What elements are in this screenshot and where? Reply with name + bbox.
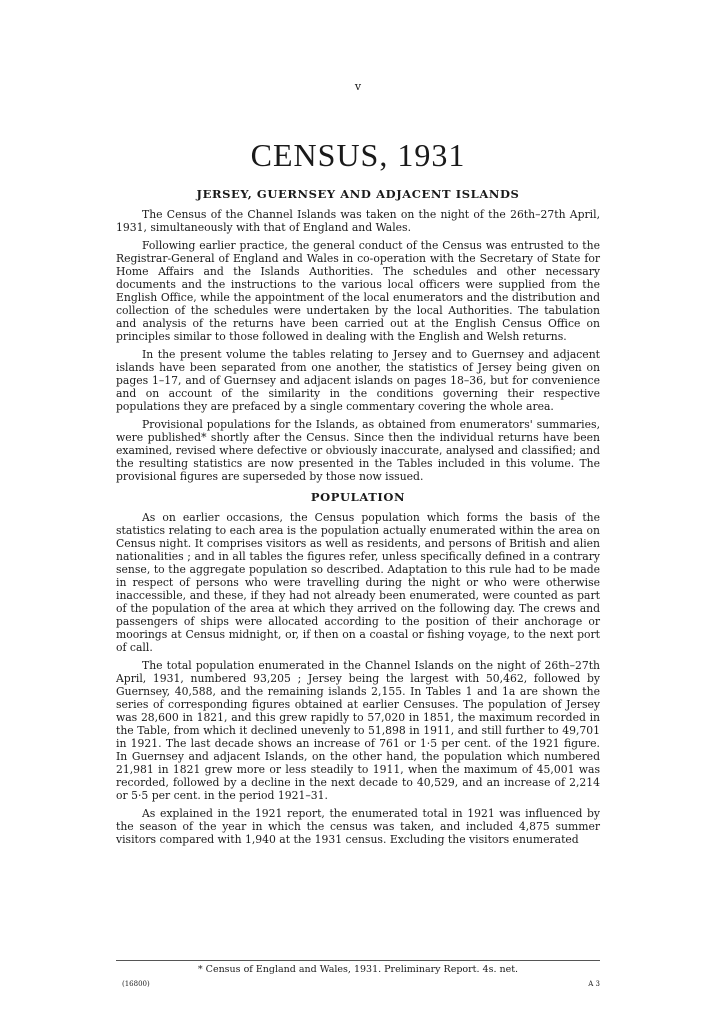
footnote-divider	[116, 960, 600, 961]
paragraph: The Census of the Channel Islands was taken on the night of the 26th–27th April, 1931, simultaneously with that of England and Wales.	[116, 208, 600, 234]
paragraph: In the present volume the tables relating to Jersey and to Guernsey and adjacent islands have been separated from one another, the statistics of Jersey being given on pages 1–17, and of Guernsey and adjacent islands on pages 18–36, but for convenience and on account of the similarity in the conditions governing their respective populations they are prefaced by a single commentary covering the whole area.	[116, 348, 600, 413]
page-subtitle: JERSEY, GUERNSEY AND ADJACENT ISLANDS	[196, 187, 520, 201]
page-title: CENSUS, 1931	[250, 137, 466, 173]
page-number: v	[354, 80, 362, 93]
paragraph: As explained in the 1921 report, the enumerated total in 1921 was influenced by the season of the year in which the census was taken, and included 4,875 summer visitors compared with 1,940 at the 1931 census. Excluding the visitors enumerated	[116, 807, 600, 846]
signature-mark: A 3	[588, 980, 600, 988]
footnote: * Census of England and Wales, 1931. Preliminary Report. 4s. net.	[197, 964, 519, 975]
paragraph: The total population enumerated in the Channel Islands on the night of 26th–27th April, 1931, numbered 93,205 ; Jersey being the largest with 50,462, followed by Guernsey, 40,588, and the remaining islands 2,155. In Tables 1 and 1a are shown the series of corresponding figures obtained at earlier Censuses. The population of Jersey was 28,600 in 1821, and this grew rapidly to 57,020 in 1851, the maximum recorded in the Table, from which it declined unevenly to 51,898 in 1911, and still further to 49,701 in 1921. The last decade shows an increase of 761 or 1·5 per cent. of the 1921 figure. In Guernsey and adjacent Islands, on the other hand, the population which numbered 21,981 in 1821 grew more or less steadily to 1911, when the maximum of 45,001 was recorded, followed by a decline in the next decade to 40,529, and an increase of 2,214 or 5·5 per cent. in the period 1921–31.	[116, 659, 600, 802]
document-page	[116, 0, 600, 1024]
print-code: (16800)	[122, 980, 150, 988]
paragraph: Provisional populations for the Islands, as obtained from enumerators' summaries, were published* shortly after the Census. Since then the individual returns have been examined, revised where defective or obviously inaccurate, analysed and classified; and the resulting statistics are now presented in the Tables included in this volume. The provisional figures are superseded by those now issued.	[116, 418, 600, 483]
paragraph: Following earlier practice, the general conduct of the Census was entrusted to the Registrar-General of England and Wales in co-operation with the Secretary of State for Home Affairs and the Islands Authorities. The schedules and other necessary documents and the instructions to the various local officers were supplied from the English Office, while the appointment of the local enumerators and the distribution and collection of the schedules were undertaken by the local Authorities. The tabulation and analysis of the returns have been carried out at the English Census Office on principles similar to those followed in dealing with the English and Welsh returns.	[116, 239, 600, 343]
body-text	[116, 208, 600, 851]
paragraph: As on earlier occasions, the Census population which forms the basis of the statistics relating to each area is the population actually enumerated within the area on Census night. It comprises visitors as well as residents, and persons of British and alien nationalities ; and in all tables the figures refer, unless specifically defined in a contrary sense, to the aggregate population so described. Adaptation to this rule had to be made in respect of persons who were travelling during the night or who were otherwise inaccessible, and these, if they had not already been enumerated, were counted as part of the population of the area at which they arrived on the following day. The crews and passengers of ships were allocated according to the position of their anchorage or moorings at Census midnight, or, if then on a coastal or fishing voyage, to the next port of call.	[116, 511, 600, 654]
section-heading: POPULATION	[310, 490, 406, 504]
